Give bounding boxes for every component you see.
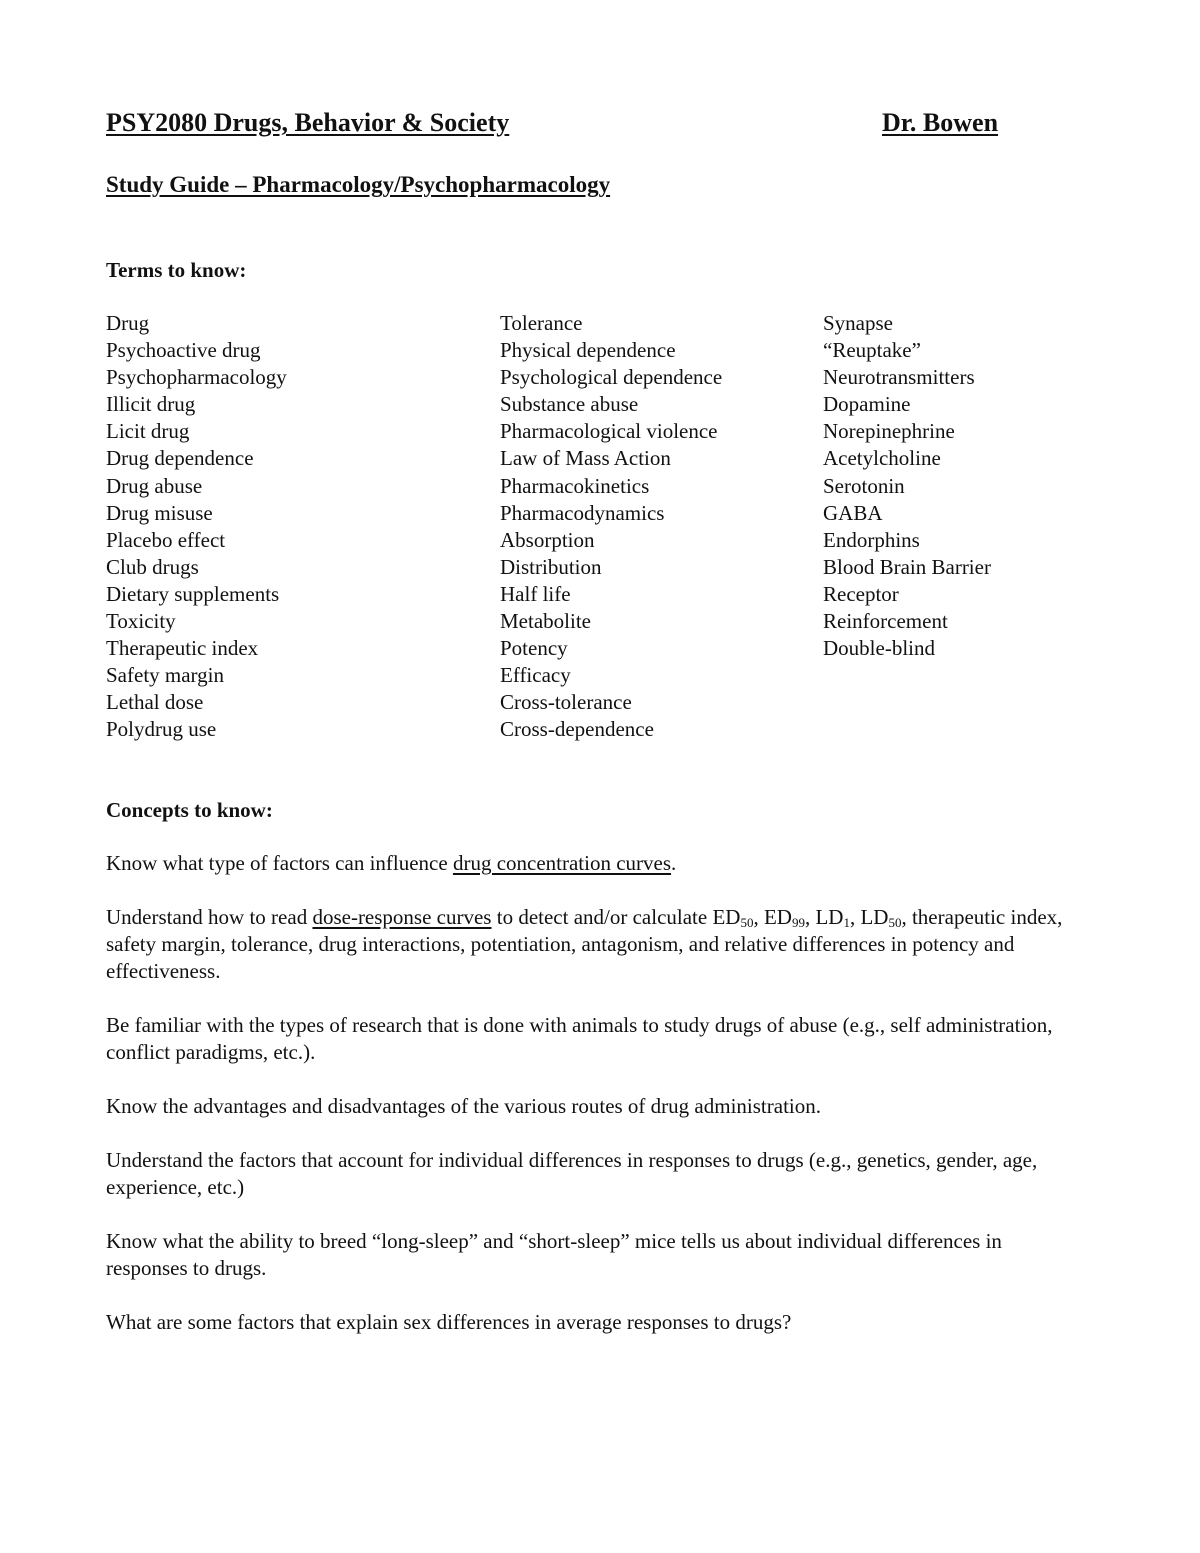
concept-text: , therapeutic index, safety margin, tolerance, drug interactions, potentiation, antagonism, and relative differences in potency and effectiveness. [106, 905, 1063, 983]
concept-item: Know what the ability to breed “long-sleep” and “short-sleep” mice tells us about individual differences in responses to drugs. [106, 1229, 1002, 1280]
concept-item [106, 850, 1066, 877]
concept-text: to detect and/or calculate [491, 905, 713, 929]
concepts-list [106, 850, 1066, 1363]
term-item: Serotonin [823, 473, 905, 498]
term-item: Pharmacodynamics [500, 500, 665, 525]
concepts-heading: Concepts to know: [106, 798, 273, 822]
term-item: Receptor [823, 581, 899, 606]
subscript: 50 [740, 915, 754, 930]
term-item: Drug [106, 311, 150, 335]
terms-heading: Terms to know: [106, 258, 247, 282]
terms-column-1 [106, 310, 287, 744]
term-item: Dopamine [823, 392, 911, 417]
term-item: Metabolite [500, 609, 591, 634]
concept-item: Know the advantages and disadvantages of the various routes of drug administration. [106, 1094, 821, 1118]
subscript: 99 [791, 915, 805, 930]
separator: , [804, 905, 816, 929]
ed-symbol: ED [712, 905, 741, 929]
concept-text: Know what type of factors can influence [106, 851, 453, 875]
concept-key-term: drug concentration curves [452, 851, 672, 875]
ld-symbol: LD [860, 905, 889, 929]
term-item: Norepinephrine [823, 419, 955, 444]
subscript: 1 [843, 915, 850, 930]
subscript: 50 [888, 915, 902, 930]
term-item: Lethal dose [106, 690, 204, 715]
concept-text: Understand how to read [106, 905, 313, 929]
page-title: Study Guide – Pharmacology/Psychopharmacology [106, 172, 611, 197]
term-item: Substance abuse [500, 392, 639, 417]
term-item: Club drugs [106, 554, 199, 579]
term-item: Efficacy [500, 663, 571, 688]
term-item: Half life [500, 581, 571, 606]
term-item: Endorphins [823, 527, 920, 552]
term-item: Tolerance [500, 311, 583, 335]
term-item: Safety margin [106, 663, 225, 688]
terms-column-2 [500, 310, 722, 744]
ed-symbol: ED [763, 905, 792, 929]
term-item: Neurotransmitters [823, 365, 975, 390]
term-item: Licit drug [106, 419, 190, 444]
term-item: Dietary supplements [106, 581, 280, 606]
concept-item: Be familiar with the types of research that is done with animals to study drugs of abuse (e.g., self administration, conflict paradigms, etc.). [106, 1013, 1053, 1064]
term-item: Physical dependence [500, 338, 676, 363]
concept-text: . [671, 851, 677, 875]
term-item: Drug misuse [106, 500, 213, 525]
term-item: Drug abuse [106, 473, 203, 498]
term-item: Psychopharmacology [106, 365, 287, 390]
concept-key-term: dose-response curves [312, 905, 492, 929]
term-item: Cross-tolerance [500, 690, 632, 715]
course-title: PSY2080 Drugs, Behavior & Society [106, 108, 510, 137]
term-item: GABA [823, 500, 883, 525]
term-item: Reinforcement [823, 609, 948, 634]
concept-item [106, 904, 1066, 985]
term-item: Double-blind [823, 636, 935, 661]
term-item: Psychological dependence [500, 365, 723, 390]
term-item: Placebo effect [106, 527, 226, 552]
term-item: Therapeutic index [106, 636, 259, 661]
term-item: Absorption [500, 527, 595, 552]
concept-item: What are some factors that explain sex differences in average responses to drugs? [106, 1310, 792, 1334]
term-item: Pharmacological violence [500, 419, 718, 444]
term-item: Potency [500, 636, 568, 661]
term-item: Drug dependence [106, 446, 254, 471]
concept-item: Understand the factors that account for individual differences in responses to drugs (e.g., genetics, gender, age, experience, etc.) [106, 1148, 1038, 1199]
separator: , [753, 905, 764, 929]
term-item: Illicit drug [106, 392, 196, 417]
ld-symbol: LD [815, 905, 844, 929]
term-item: Synapse [823, 311, 893, 335]
instructor-name: Dr. Bowen [882, 108, 999, 137]
term-item: Law of Mass Action [500, 446, 671, 471]
term-item: Blood Brain Barrier [823, 554, 991, 579]
term-item: Psychoactive drug [106, 338, 261, 363]
term-item: Distribution [500, 554, 602, 579]
separator: , [849, 905, 861, 929]
terms-column-3 [823, 310, 991, 662]
term-item: Cross-dependence [500, 717, 654, 742]
term-item: “Reuptake” [823, 338, 921, 363]
term-item: Acetylcholine [823, 446, 941, 471]
term-item: Pharmacokinetics [500, 473, 650, 498]
term-item: Toxicity [106, 609, 176, 634]
term-item: Polydrug use [106, 717, 217, 742]
